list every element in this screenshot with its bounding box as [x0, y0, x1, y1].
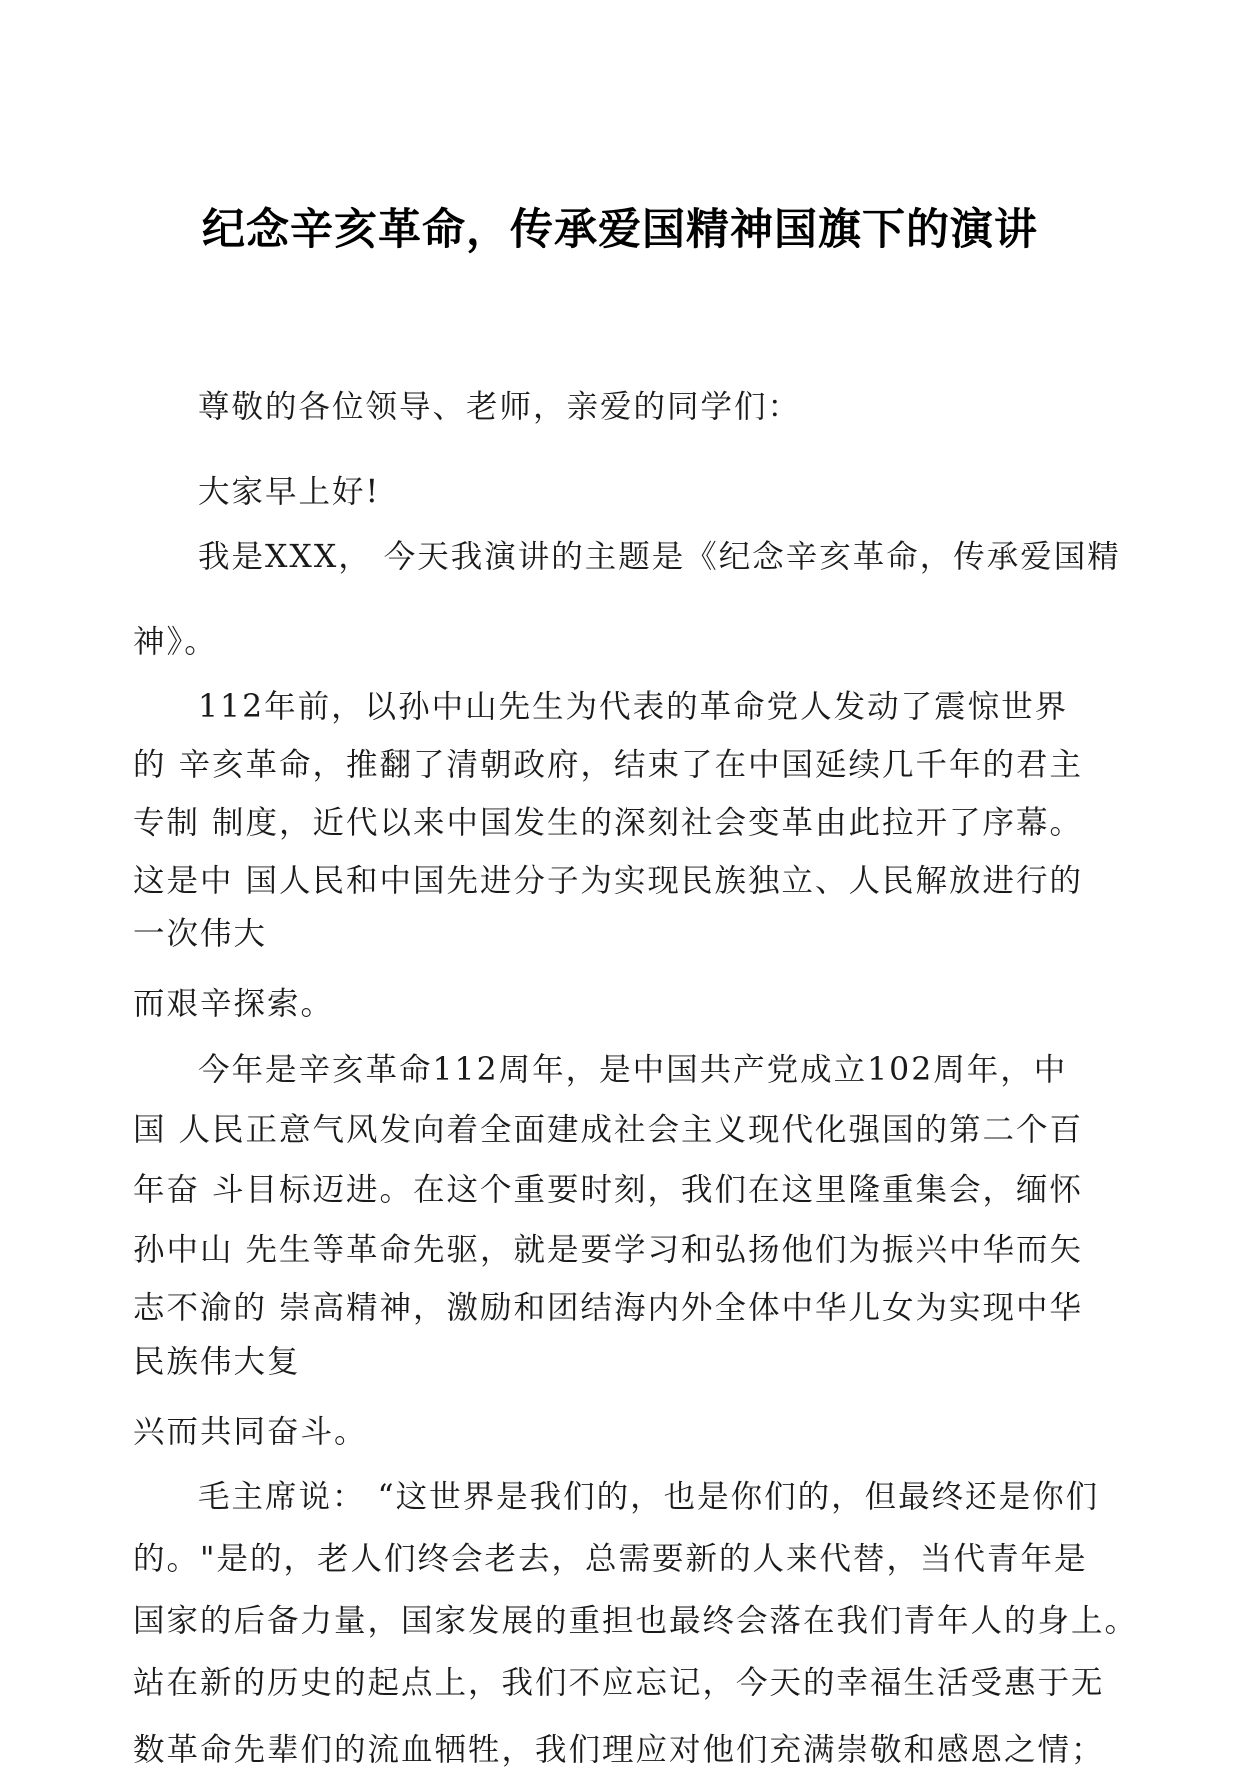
body-line: 站在新的历史的起点上，我们不应忘记，今天的幸福生活受惠于无	[133, 1665, 1105, 1701]
body-line: 数革命先辈们的流血牺牲，我们理应对他们充满崇敬和感恩之情；	[133, 1732, 1105, 1768]
body-line: 民族伟大复	[133, 1344, 301, 1380]
body-line: 专制 制度，近代以来中国发生的深刻社会变革由此拉开了序幕。	[133, 805, 1084, 841]
body-line: 今年是辛亥革命112周年，是中国共产党成立102周年，中	[198, 1052, 1068, 1088]
body-line: 毛主席说： “这世界是我们的，也是你们的，但最终还是你们	[198, 1479, 1100, 1515]
body-line: 112年前，以孙中山先生为代表的革命党人发动了震惊世界	[198, 689, 1069, 725]
salutation-line: 尊敬的各位领导、老师，亲爱的同学们：	[198, 389, 802, 425]
body-line: 的。"是的，老人们终会老去，总需要新的人来代替，当代青年是	[133, 1541, 1088, 1577]
page-title: 纪念辛亥革命，传承爱国精神国旗下的演讲	[202, 205, 1038, 255]
body-line: 孙中山 先生等革命先驱，就是要学习和弘扬他们为振兴中华而矢	[133, 1232, 1084, 1268]
greeting-line: 大家早上好!	[198, 474, 381, 510]
body-line: 这是中 国人民和中国先进分子为实现民族独立、人民解放进行的	[133, 863, 1084, 899]
body-line: 兴而共同奋斗。	[133, 1414, 368, 1450]
body-line: 国 人民正意气风发向着全面建成社会主义现代化强国的第二个百	[133, 1112, 1084, 1148]
body-line: 志不渝的 崇高精神，激励和团结海内外全体中华儿女为实现中华	[133, 1290, 1084, 1326]
body-line: 一次伟大	[133, 916, 268, 952]
body-line: 神》。	[133, 624, 218, 660]
body-line: 国家的后备力量，国家发展的重担也最终会落在我们青年人的身上。	[133, 1603, 1139, 1639]
body-line: 我是XXX， 今天我演讲的主题是《纪念辛亥革命，传承爱国精	[198, 539, 1121, 575]
body-line: 的 辛亥革命，推翻了清朝政府，结束了在中国延续几千年的君主	[133, 747, 1084, 783]
body-line: 年奋 斗目标迈进。在这个重要时刻，我们在这里隆重集会，缅怀	[133, 1172, 1084, 1208]
body-line: 而艰辛探索。	[133, 986, 335, 1022]
